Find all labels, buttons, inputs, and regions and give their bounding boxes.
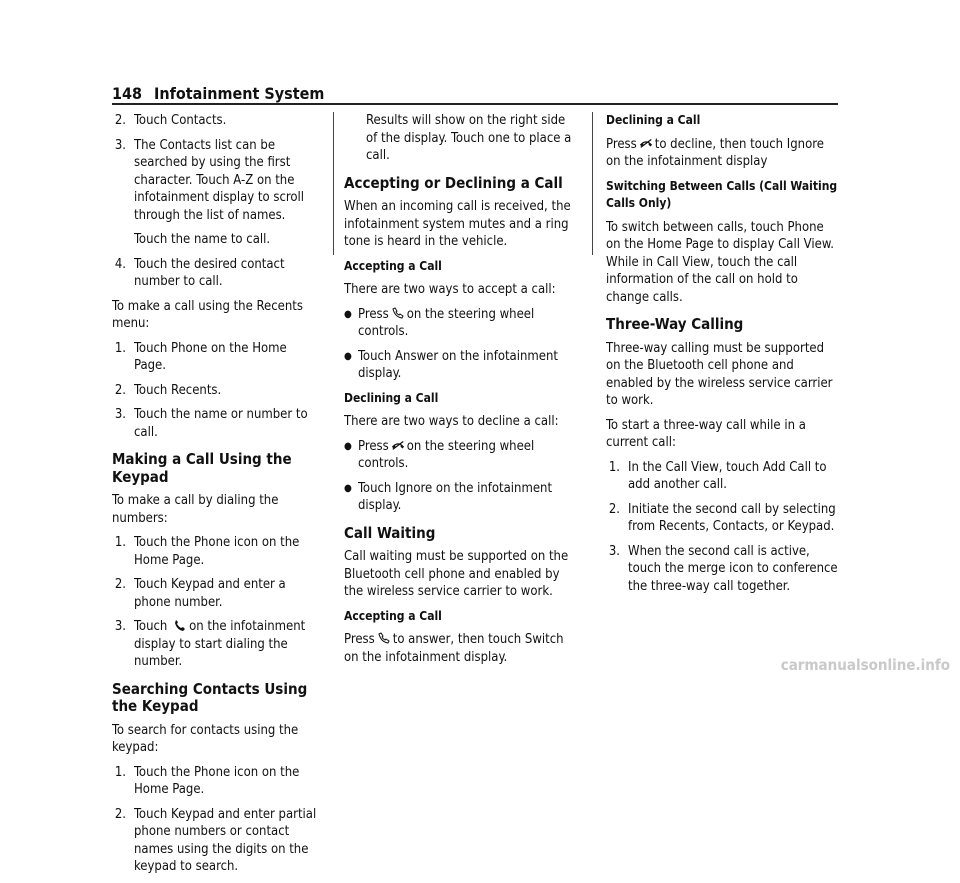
subheading: Accepting a Call <box>344 608 442 623</box>
subheading: Switching Between Calls (Call Waiting Calls Only) <box>606 178 838 210</box>
list-item: 4. Touch the desired contact number to call. <box>114 256 285 289</box>
paragraph: Call waiting must be supported on the Bluetooth cell phone and enabled by the wireless service carrier to work. <box>344 549 569 599</box>
paragraph: To make a call by dialing the numbers: <box>112 493 279 526</box>
column-3 <box>606 112 838 602</box>
paragraph: Results will show on the right side of the display. Touch one to place a call. <box>366 113 572 163</box>
column-1 <box>112 112 322 883</box>
section-heading: Call Waiting <box>344 523 436 542</box>
paragraph: There are two ways to decline a call: <box>344 414 559 429</box>
list-item: 3. When the second call is active, touch the merge icon to conference the three-way call together. <box>608 543 838 594</box>
paragraph: When an incoming call is received, the infotainment system mutes and a ring tone is heard in the vehicle. <box>344 199 571 249</box>
page-title: Infotainment System <box>154 84 325 103</box>
phone-answer-icon <box>391 307 405 319</box>
watermark: carmanualsonline.info <box>780 656 950 674</box>
column-divider-2 <box>592 112 593 255</box>
column-divider-1 <box>333 112 334 255</box>
header-rule <box>112 103 838 105</box>
section-heading: Accepting or Declining a Call <box>344 173 563 192</box>
subheading: Declining a Call <box>606 113 701 127</box>
bullet-item: ● Touch Answer on the infotainment display. <box>344 348 558 381</box>
phone-hangup-icon <box>391 439 405 451</box>
bullet-item: ● Press on the steering wheel controls. <box>344 438 535 471</box>
paragraph: Touch the name to call. <box>134 232 271 247</box>
phone-hangup-icon <box>639 137 653 149</box>
list-item: 2. Touch Contacts. <box>114 113 227 128</box>
section-heading: Searching Contacts Using the Keypad <box>112 679 308 715</box>
bullet-item: ● Press on the steering wheel controls. <box>344 306 535 339</box>
subheading: Declining a Call <box>344 390 439 405</box>
list-item: 1. Touch the Phone icon on the Home Page. <box>114 535 300 568</box>
list-item: 3. Touch the name or number to call. <box>114 407 308 440</box>
bullet-item: ● Touch Ignore on the infotainment display. <box>344 480 553 513</box>
column-2 <box>344 112 580 673</box>
paragraph: To switch between calls, touch Phone on the Home Page to display Call View. While in Call View, touch the call information of the call on hold to change calls. <box>606 219 834 305</box>
paragraph: To make a call using the Recents menu: <box>112 298 303 331</box>
subheading: Accepting a Call <box>344 258 442 273</box>
page-number: 148 <box>112 84 143 103</box>
list-item: 1. In the Call View, touch Add Call to add another call. <box>608 459 827 492</box>
paragraph: To search for contacts using the keypad: <box>112 722 299 755</box>
list-item: 3. Touch on the infotainment display to start dialing the number. <box>114 619 306 669</box>
paragraph: Three-way calling must be supported on the Bluetooth cell phone and enabled by the wireless service carrier to work. <box>606 340 833 408</box>
list-item: 2. Touch Keypad and enter partial phone numbers or contact names using the digits on the keypad to search. <box>114 806 317 874</box>
list-item: 3. The Contacts list can be searched by using the first character. Touch A-Z on the infotainment display to scroll through the list of names. <box>114 137 305 223</box>
section-heading: Three-Way Calling <box>606 315 744 333</box>
paragraph: There are two ways to accept a call: <box>344 282 556 297</box>
paragraph: To start a three-way call while in a current call: <box>606 417 806 450</box>
phone-answer-icon <box>377 632 391 644</box>
list-item: 1. Touch Phone on the Home Page. <box>114 340 287 373</box>
paragraph: Press to answer, then touch Switch on the infotainment display. <box>344 632 564 665</box>
list-item: 2. Touch Recents. <box>114 382 222 398</box>
phone-handset-icon <box>173 619 187 631</box>
list-item: 2. Initiate the second call by selecting from Recents, Contacts, or Keypad. <box>608 501 836 534</box>
section-heading: Making a Call Using the Keypad <box>112 450 292 486</box>
list-item: 2. Touch Keypad and enter a phone number. <box>114 577 286 610</box>
list-item: 1. Touch the Phone icon on the Home Page. <box>114 764 300 797</box>
paragraph: Press to decline, then touch Ignore on the infotainment display <box>606 136 824 169</box>
